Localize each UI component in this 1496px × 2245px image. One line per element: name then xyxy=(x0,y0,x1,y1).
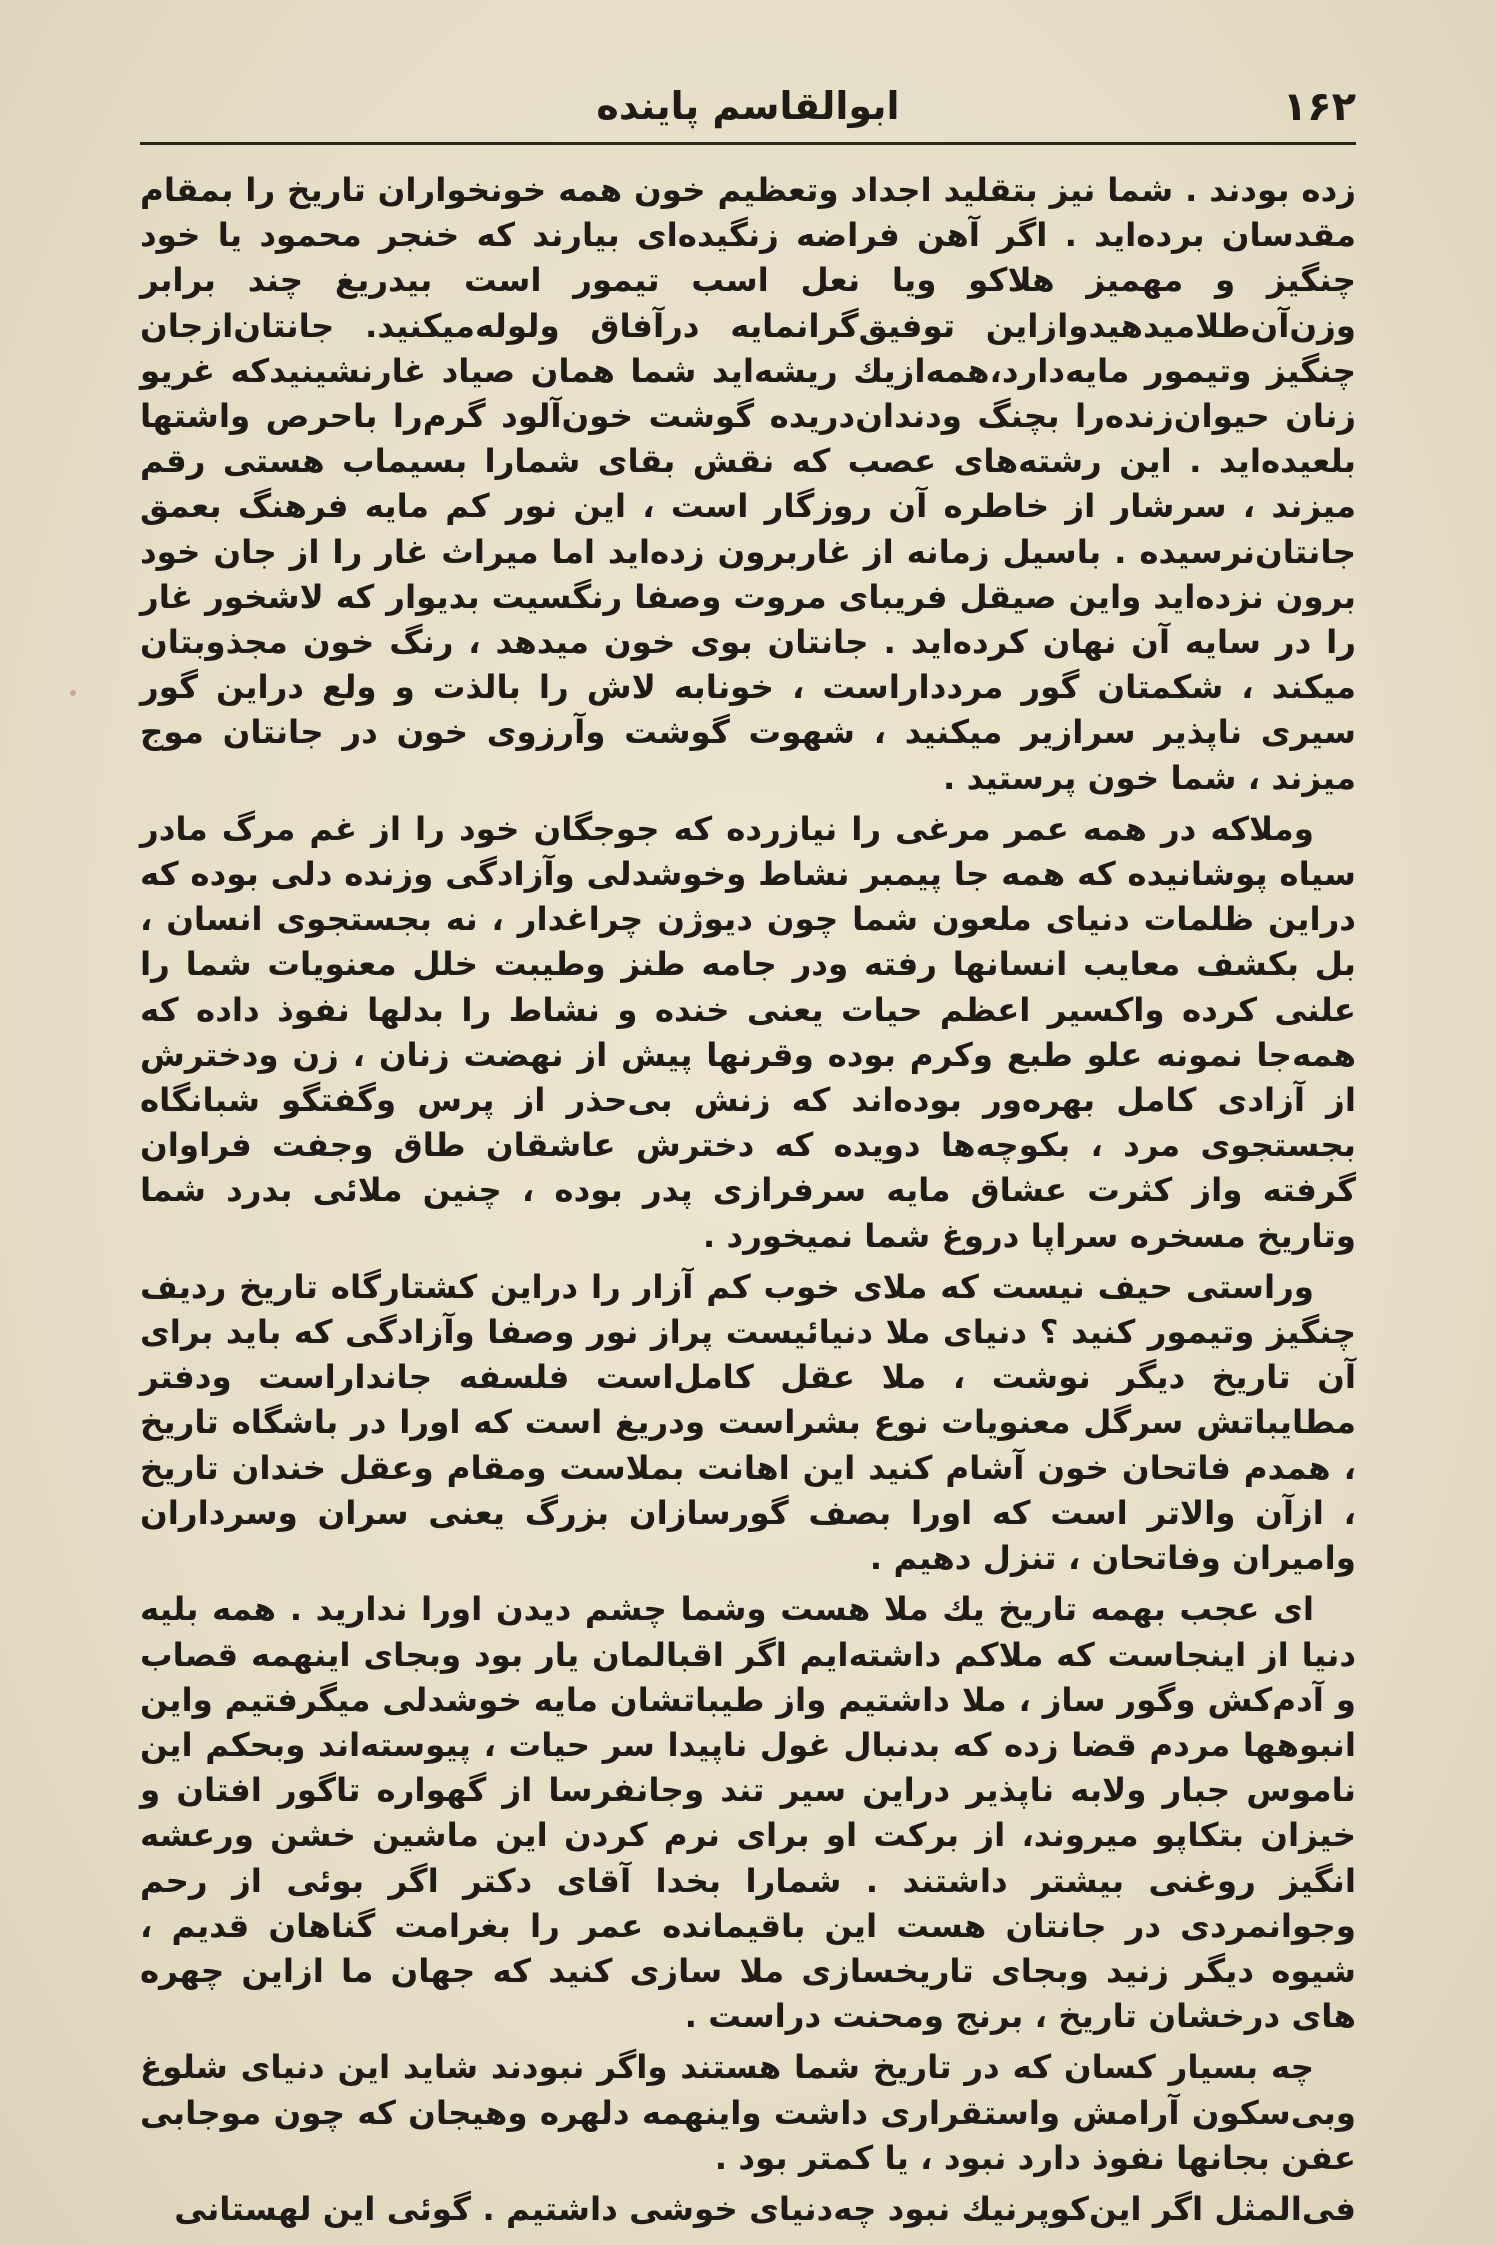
paper-stain xyxy=(70,690,76,696)
paragraph-2: وملاکه در همه عمر مرغی را نیازرده که جوجگان خود را از غم مرگ مادر سیاه پوشانیده که همه جا پیمبر نشاط وخوشدلی وآزادگی وزنده دلی بوده که دراین ظلمات دنیای ملعون شما چون دیوژن چراغدار ، نه بجستجوی انسان ، بل بکشف معایب انسانها رفته ودر جامه طنز وطیبت خلل معنویات شما را علنی کرده واکسیر اعظم حیات یعنی خنده و نشاط را بدلها نفوذ داده که همه‌جا نمونه علو طبع وکرم بوده وقرنها پیش از نهضت زنان ، زن ودخترش از آزادی کامل بهره‌ور بوده‌اند که زنش بی‌حذر از پرس وگفتگو شبانگاه بجستجوی مرد ، بکوچه‌ها دویده که دخترش عاشقان طاق وجفت فراوان گرفته واز کثرت عشاق مایه سرفرازی پدر بوده ، چنین ملائی بدرد شما وتاریخ مسخره سراپا دروغ شما نمیخورد . xyxy=(140,809,1356,1255)
page-header xyxy=(140,78,1356,140)
paragraph-4: ای عجب بهمه تاریخ یك ملا هست وشما چشم دیدن اورا ندارید . همه بلیه دنیا از اینجاست که ملاکم داشته‌ایم اگر اقبالمان یار بود وبجای اینهمه قصاب و آدم‌کش وگور ساز ، ملا داشتیم واز طیباتشان مایه خوشدلی میگرفتیم واین انبوهها مردم قضا زده که بدنبال غول ناپیدا سر حیات ، پیوسته‌اند وبحکم این ناموس جبار ولابه ناپذیر دراین سیر تند وجانفرسا از گهواره تاگور افتان و خیزان بتکاپو میروند، از برکت او برای نرم کردن این ماشین خشن ورعشه انگیز روغنی بیشتر داشتند . شمارا بخدا آقای دکتر اگر بوئی از رحم وجوانمردی در جانتان هست این باقیمانده عمر را بغرامت گناهان قدیم ، شیوه دیگر زنید وبجای تاریخسازی ملا سازی کنید که جهان ما ازاین چهره های درخشان تاریخ ، برنج ومحنت دراست . xyxy=(140,1590,1356,2036)
body-text xyxy=(140,168,1356,2238)
header-rule xyxy=(140,142,1356,145)
paragraph-5: چه بسیار کسان که در تاریخ شما هستند واگر نبودند شاید این دنیای شلوغ وبی‌سکون آرامش واستقراری داشت واینهمه دلهره وهیجان که چون موجابی عفن بجانها نفوذ دارد نبود ، یا کمتر بود . xyxy=(140,2048,1356,2177)
paragraph-3: وراستی حیف نیست که ملای خوب کم آزار را دراین کشتارگاه تاریخ ردیف چنگیز وتیمور کنید ؟ دنیای ملا دنیائیست پراز نور وصفا وآزادگی که باید برای آن تاریخ دیگر نوشت ، ملا عقل کامل‌است فلسفه جانداراست ودفتر مطایباتش سرگل معنویات نوع بشراست ودریغ است که اورا در باشگاه تاریخ ، همدم فاتحان خون آشام کنید این اهانت بملاست ومقام وعقل خندان تاریخ ، ازآن والاتر است که اورا بصف گورسازان بزرگ یعنی سران وسرداران وامیران وفاتحان ، تنزل دهیم . xyxy=(140,1267,1356,1578)
paragraph-1: زده بودند . شما نیز بتقلید اجداد وتعظیم خون همه خونخواران تاریخ را بمقام مقدسان برده‌اید . اگر آهن فراضه زنگیده‌ای بیارند که خنجر محمود یا خود چنگیز و مهمیز هلاکو ویا نعل اسب تیمور است بیدریغ چند برابر وزن‌آن‌طلامیدهیدوازاین توفیق‌گرانمایه درآفاق ولوله‌میکنید. جانتان‌ازجان چنگیز وتیمور مایه‌دارد،همه‌ازیك ریشه‌اید شما همان صیاد غارنشینیدکه غریو زنان حیوان‌زنده‌را بچنگ ودندان‌دریده گوشت خون‌آلود گرم‌را باحرص واشتها بلعیده‌اید . این رشته‌های عصب که نقش بقای شمارا بسیماب هستی رقم میزند ، سرشار از خاطره آن روزگار است ، این نور کم مایه فرهنگ بعمق جانتان‌نرسیده . باسیل زمانه از غاربرون زده‌اید اما میراث غار را از جان خود برون نزده‌اید واین صیقل فریبای مروت وصفا رنگسیت بدیوار که لاشخور غار را در سایه آن نهان کرده‌اید . جانتان بوی خون میدهد ، رنگ خون مجذوبتان میکند ، شکمتان گور مردداراست ، خونابه لاش را بالذت و ولع دراین گور سیری ناپذیر سرازیر میکنید ، شهوت گوشت وآرزوی خون در جانتان موج میزند ، شما خون پرستید . xyxy=(140,171,1356,797)
paragraph-6: فی‌المثل اگر این‌کوپرنیك نبود چه‌دنیای خوشی داشتیم . گوئی این لهستانی xyxy=(174,2189,1356,2228)
running-title: ابوالقاسم پاینده xyxy=(596,84,900,128)
page-number: ۱۶۲ xyxy=(1282,84,1356,130)
